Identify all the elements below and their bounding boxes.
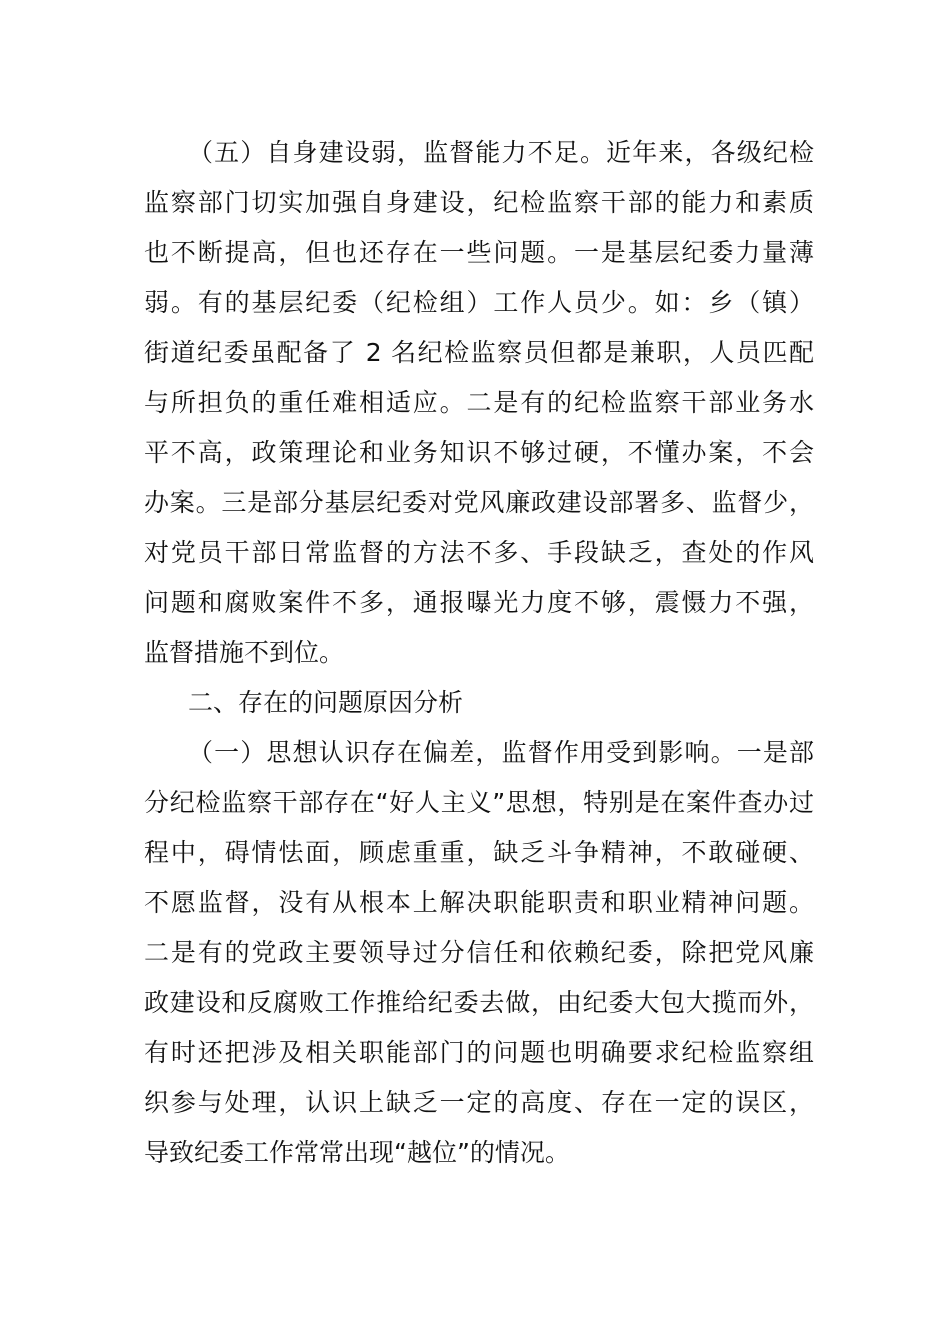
paragraph-one-line-1: （一）思想认识存在偏差，监督作用受到影响。一是部 <box>188 738 814 767</box>
paragraph-five-line-10: 问题和腐败案件不多，通报曝光力度不够，震慑力不强， <box>144 588 814 617</box>
paragraph-one-line-5: 二是有的党政主要领导过分信任和依赖纪委，除把党风廉 <box>144 938 814 967</box>
paragraph-five-line-9: 对党员干部日常监督的方法不多、手段缺乏，查处的作风 <box>144 538 814 567</box>
paragraph-five-line-11: 监督措施不到位。 <box>144 638 345 667</box>
paragraph-one-line-7: 有时还把涉及相关职能部门的问题也明确要求纪检监察组 <box>144 1038 814 1067</box>
paragraph-five-line-2: 监察部门切实加强自身建设，纪检监察干部的能力和素质 <box>144 188 814 217</box>
body-text <box>144 128 814 1178</box>
section-heading-two: 二、存在的问题原因分析 <box>188 688 464 717</box>
paragraph-five-line-7: 平不高，政策理论和业务知识不够过硬，不懂办案，不会 <box>144 438 814 467</box>
paragraph-five-line-1: （五）自身建设弱，监督能力不足。近年来，各级纪检 <box>188 138 814 167</box>
paragraph-five-line-5: 街道纪委虽配备了 2 名纪检监察员但都是兼职，人员匹配 <box>144 338 814 367</box>
paragraph-five-line-8: 办案。三是部分基层纪委对党风廉政建设部署多、监督少， <box>144 488 814 517</box>
paragraph-one-line-8: 织参与处理，认识上缺乏一定的高度、存在一定的误区， <box>144 1088 814 1117</box>
paragraph-one-line-3: 程中，碍情怯面，顾虑重重，缺乏斗争精神，不敢碰硬、 <box>144 838 814 867</box>
paragraph-one-line-6: 政建设和反腐败工作推给纪委去做，由纪委大包大揽而外， <box>144 988 814 1017</box>
paragraph-five-line-6: 与所担负的重任难相适应。二是有的纪检监察干部业务水 <box>144 388 814 417</box>
paragraph-five-line-3: 也不断提高，但也还存在一些问题。一是基层纪委力量薄 <box>144 238 814 267</box>
paragraph-one-line-4: 不愿监督，没有从根本上解决职能职责和职业精神问题。 <box>144 888 814 917</box>
paragraph-five-line-4: 弱。有的基层纪委（纪检组）工作人员少。如：乡（镇） <box>144 288 814 317</box>
paragraph-one-line-9: 导致纪委工作常常出现“越位”的情况。 <box>144 1138 570 1167</box>
paragraph-one-line-2: 分纪检监察干部存在“好人主义”思想，特别是在案件查办过 <box>144 788 814 817</box>
